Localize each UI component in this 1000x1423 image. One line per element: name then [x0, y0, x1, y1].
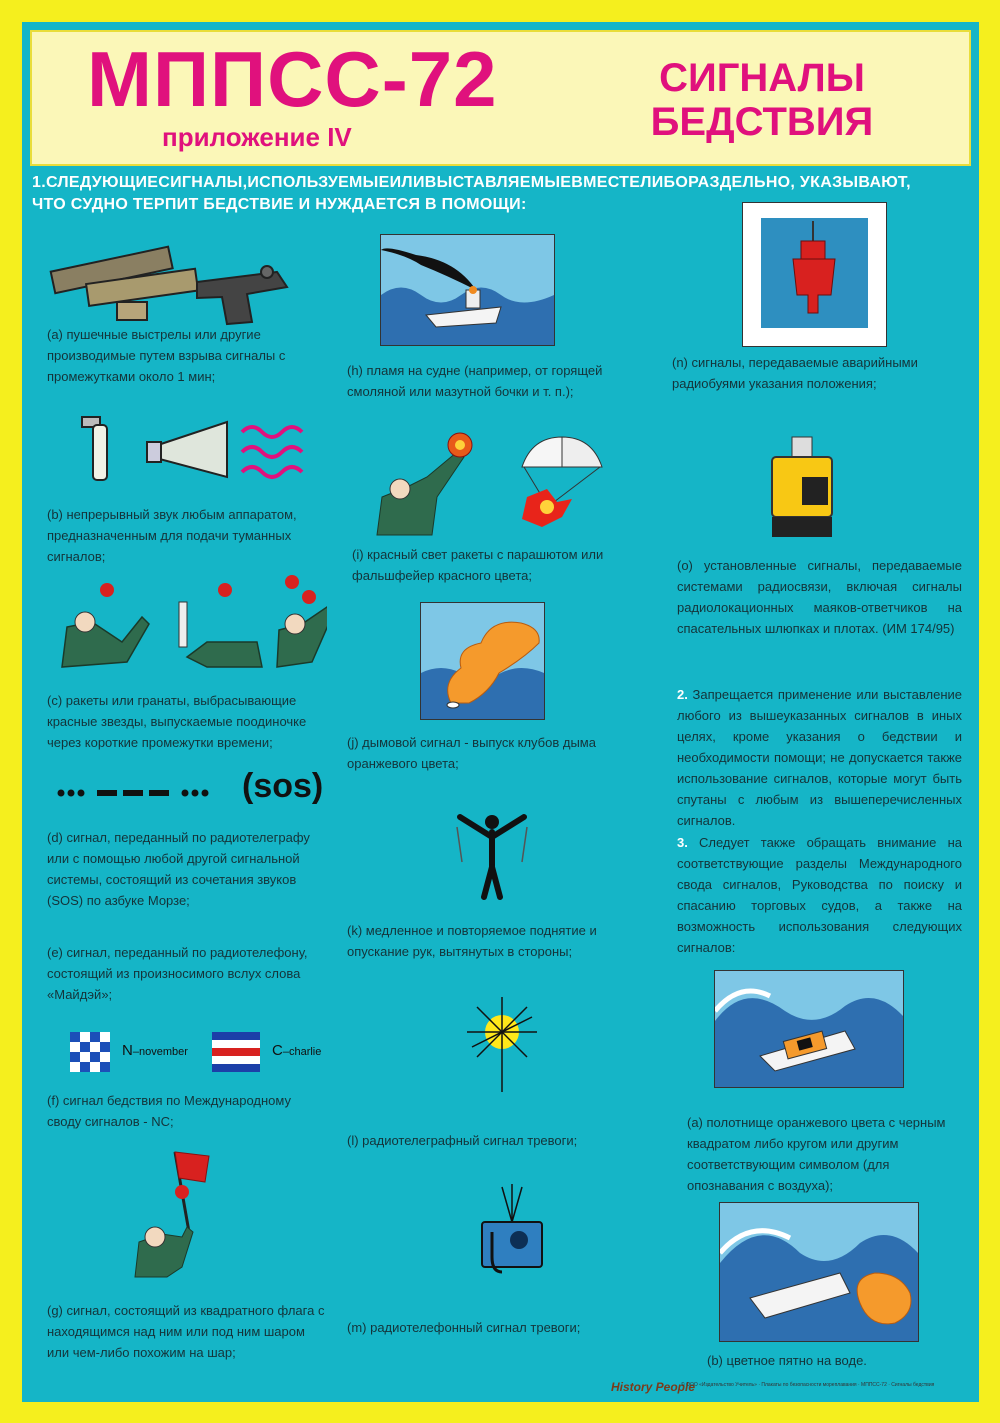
red-star-rockets-icon: [47, 572, 327, 672]
caption-m: (m) радиотелефонный сигнал тревоги;: [347, 1320, 581, 1335]
flag-and-ball-signal-icon: [127, 1142, 227, 1282]
paragraph-2-text: Запрещается применение или выставление любого из вышеуказанных сигналов в иных целях, кроме указания о бедствии и необходимости помощи; не допускается также использование сигналов, которые могут быть спутаны с любым из вышеперечисленных сигналов.: [677, 687, 962, 828]
caption-c: (с) ракеты или гранаты, выбрасывающие красные звезды, выпускаемые поодиночке через короткие промежутки времени;: [47, 693, 307, 750]
color-patch-on-water-icon: [719, 1202, 919, 1342]
caption-a: (а) пушечные выстрелы или другие производимые путем взрыва сигналы с промежутками около 1 мин;: [47, 327, 286, 384]
burning-ship-icon: [380, 234, 555, 346]
caption-ra: (а) полотнище оранжевого цвета с черным квадратом либо кругом или другим соответствующим символом (для опознавания с воздуха);: [687, 1115, 946, 1193]
flag-november-name: –november: [132, 1046, 188, 1058]
paragraph-2: [677, 684, 962, 831]
caption-rb: (b) цветное пятно на воде.: [707, 1353, 867, 1368]
caption-f: (f) сигнал бедствия по Международному своду сигналов - NC;: [47, 1093, 291, 1129]
caption-d: (d) сигнал, переданный по радиотелеграфу или с помощью любой другой сигнальной системы, состоящий из сочетания звуков (SOS) по азбуке Морзе;: [47, 830, 310, 908]
section-title-line-2: БЕДСТВИЯ: [650, 100, 874, 144]
sos-label: (sos): [242, 767, 324, 805]
page-subtitle: приложение IV: [162, 122, 352, 152]
flag-november-letter: N: [122, 1042, 133, 1059]
caption-n: (n) сигналы, передаваемые аварийными радиобуями указания положения;: [672, 355, 918, 391]
flag-charlie-letter: C: [272, 1042, 283, 1059]
waving-arms-icon: [452, 802, 532, 902]
footer: [611, 1380, 971, 1396]
section-title: [612, 56, 912, 144]
epirb-buoy-icon: [742, 202, 887, 347]
parachute-flare-icon: [372, 427, 632, 537]
sart-transponder-icon: [767, 432, 847, 542]
caption-k: (k) медленное и повторяемое поднятие и опускание рук, вытянутых в стороны;: [347, 923, 597, 959]
caption-g: (g) сигнал, состоящий из квадратного флага с находящимся над ним или под ним шаром или чем-либо похожим на шар;: [47, 1303, 325, 1360]
caption-b: (b) непрерывный звук любым аппаратом, предназначенным для подачи туманных сигналов;: [47, 507, 297, 564]
footer-fine-print: © ООО «Издательство Учитель» · Плакаты по безопасности мореплавания · МППСС-72 · Сигналы бедствия: [681, 1382, 935, 1388]
orange-smoke-icon: [420, 602, 545, 720]
paragraph-2-number: 2.: [677, 687, 688, 702]
intro-text: 1.СЛЕДУЮЩИЕСИГНАЛЫ,ИСПОЛЬЗУЕМЫЕИЛИВЫСТАВЛЯЕМЫЕВМЕСТЕЛИБОРАЗДЕЛЬНО, УКАЗЫВАЮТ, ЧТО СУДНО ТЕРПИТ БЕДСТВИЕ И НУЖДАЕТСЯ В ПОМОЩИ:: [32, 174, 911, 213]
page-title: МППСС-72: [87, 35, 498, 123]
orange-panel-on-boat-icon: [714, 970, 904, 1088]
paragraph-3-number: 3.: [677, 835, 688, 850]
caption-e: (е) сигнал, переданный по радиотелефону, состоящий из произносимого вслух слова «Майдэй»;: [47, 945, 308, 1002]
poster: [22, 22, 979, 1402]
caption-j: (j) дымовой сигнал - выпуск клубов дыма оранжевого цвета;: [347, 735, 596, 771]
caption-h: (h) пламя на судне (например, от горящей смоляной или мазутной бочки и т. п.);: [347, 363, 603, 399]
flag-charlie-name: –charlie: [282, 1046, 322, 1058]
section-title-line-1: СИГНАЛЫ: [659, 56, 865, 100]
flag-charlie-label: [272, 1042, 321, 1059]
flag-charlie-icon: [212, 1032, 260, 1072]
paragraph-3-text: Следует также обращать внимание на соответствующие разделы Международного свода сигналов, Руководства по поиску и спасанию торговых судов, а также на возможность использования следующих сигналов:: [677, 835, 962, 955]
radio-antenna-icon: [457, 992, 547, 1092]
caption-o: (о) установленные сигналы, передаваемые системами радиосвязи, включая сигналы радиолокационных маяков-ответчиков на спасательных шлюпках и плотах. (ИМ 174/95): [677, 558, 962, 636]
publisher-logo: History People: [611, 1380, 696, 1394]
cannon-and-flare-gun-icon: [47, 232, 297, 327]
radiotelephone-icon: [477, 1182, 547, 1282]
header: [30, 30, 971, 166]
caption-i: (i) красный свет ракеты с парашютом или фальшфейер красного цвета;: [352, 547, 604, 583]
fog-horn-icon: [77, 407, 307, 492]
flag-november-label: [122, 1042, 188, 1059]
caption-l: (l) радиотелеграфный сигнал тревоги;: [347, 1133, 578, 1148]
flag-november-icon: [67, 1032, 113, 1072]
paragraph-3: [677, 832, 962, 958]
morse-sos-icon: [57, 785, 237, 801]
